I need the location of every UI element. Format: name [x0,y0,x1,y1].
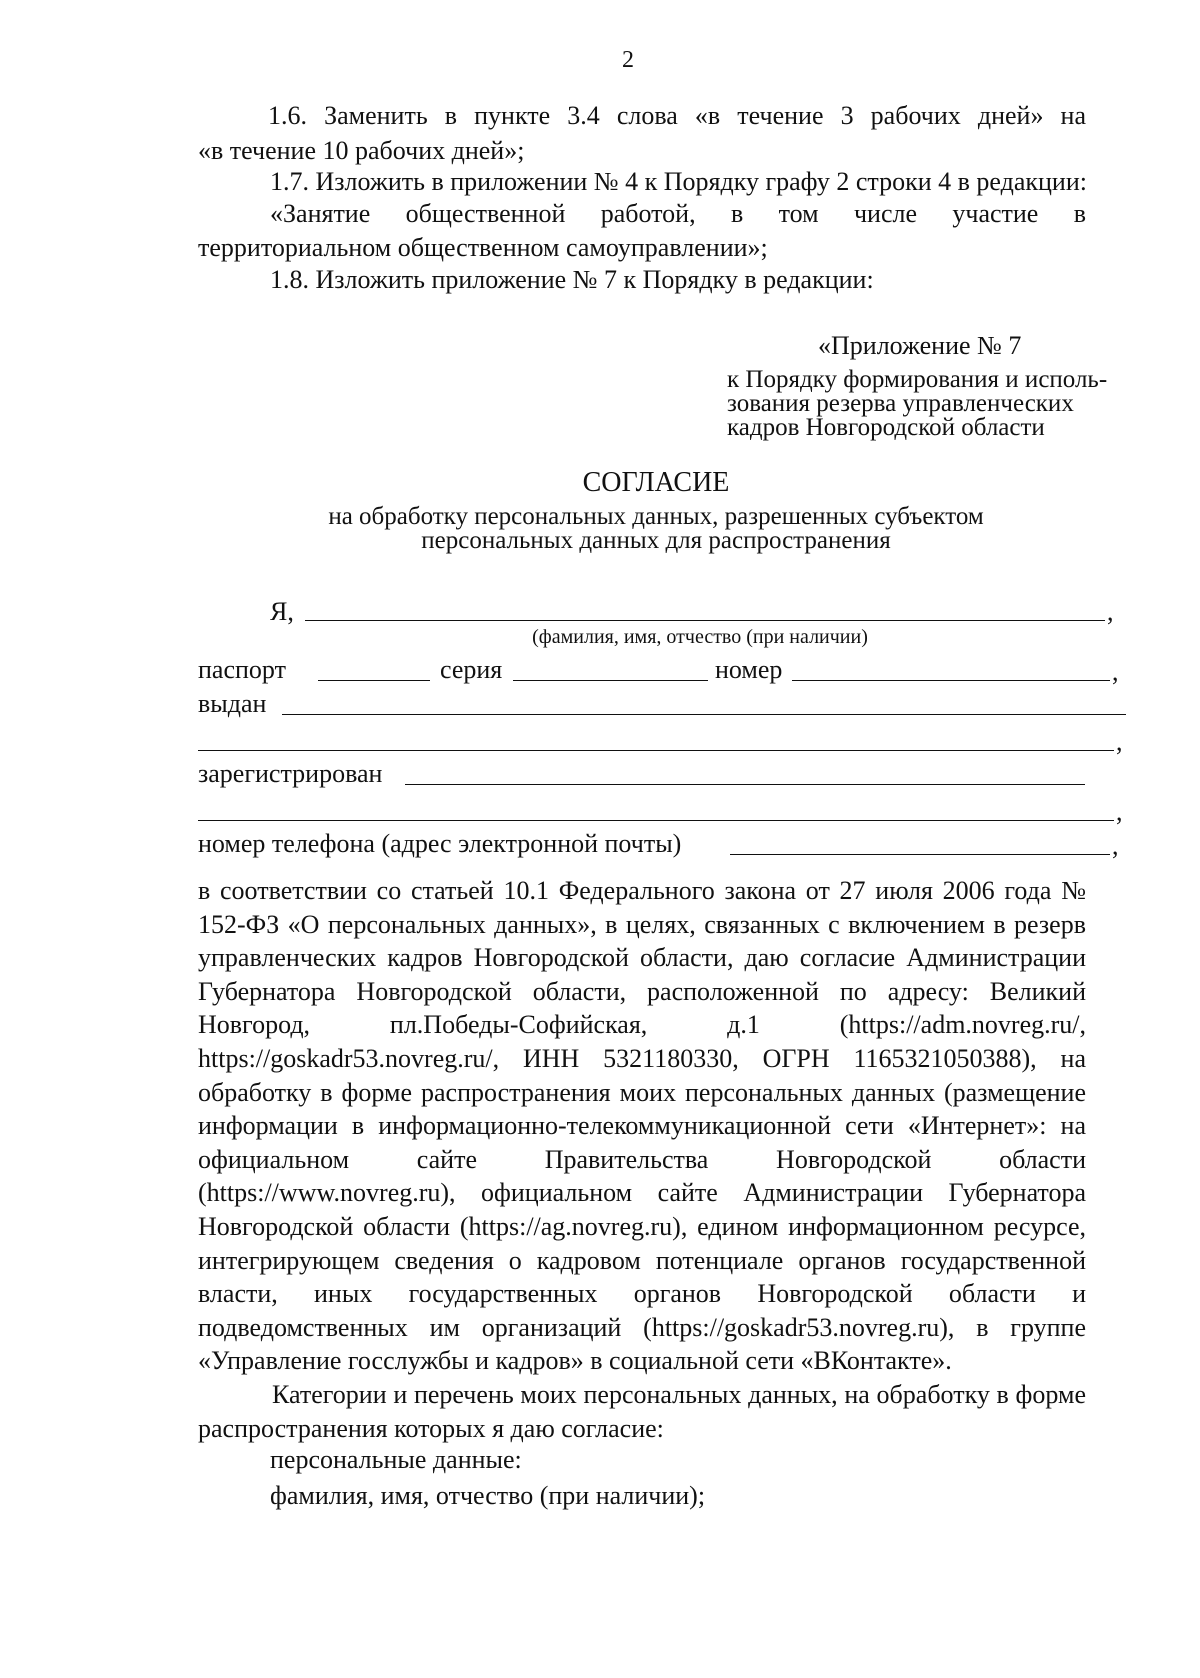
issued-field[interactable] [282,714,1126,715]
registered-field[interactable] [405,784,1085,785]
annex-line1: к Порядку формирования и исполь- [727,366,1108,393]
fullname-field[interactable] [305,620,1105,621]
annex-line3: кадров Новгородской области [727,414,1045,441]
ya-label: Я, [270,597,294,626]
amendment-1-6-line1: 1.6. Заменить в пункте 3.4 слова «в течение 3 рабочих дней» на [268,101,1086,130]
categories-paragraph: Категории и перечень моих персональных данных, на обработку в форме распространения которых я даю согласие: [198,1380,1086,1443]
consent-heading: СОГЛАСИЕ [582,467,730,498]
registered-field-line2[interactable] [198,820,1114,821]
amendment-1-6-line2: «в течение 10 рабочих дней»; [198,136,525,165]
comma-phone: , [1112,831,1119,860]
comma-fullname: , [1107,597,1114,626]
amendment-quote-line1: «Занятие общественной работой, в том числе участие в [270,199,1086,228]
consent-subtitle-line2: персональных данных для распространения [421,527,891,554]
issued-field-line2[interactable] [198,750,1114,751]
number-label: номер [715,655,783,684]
comma-number: , [1112,657,1119,686]
amendment-1-8: 1.8. Изложить приложение № 7 к Порядку в редакции: [270,265,874,294]
issued-label: выдан [198,689,267,718]
passport-field[interactable] [318,680,430,681]
series-field[interactable] [513,680,708,681]
comma-issued: , [1116,727,1123,756]
consent-subtitle-line1: на обработку персональных данных, разрешенных субъектом [328,503,984,530]
fullname-caption: (фамилия, имя, отчество (при наличии) [532,626,868,648]
amendment-quote-line2: территориальном общественном самоуправлении»; [198,233,768,262]
amendment-1-7: 1.7. Изложить в приложении № 4 к Порядку графу 2 строки 4 в редакции: [270,167,1087,196]
annex-line2: зования резерва управленческих [727,390,1074,417]
comma-registered: , [1116,797,1123,826]
passport-label: паспорт [198,655,286,684]
consent-main-paragraph: в соответствии со статьей 10.1 Федерального закона от 27 июля 2006 года № 152-ФЗ «О персональных данных», в целях, связанных с включением в резерв управленческих кадров Новгородской области, даю согласие Администрации Губернатора Новгородской области, расположенной по адресу: Великий Новгород, пл.Победы-Софийская, д.1 (https://adm.novreg.ru/, https://goskadr53.novreg.ru/, ИНН 5321180330, ОГРН 1165321050388), на обработку в форме распространения моих персональных данных (размещение информации в информационно-телекоммуникационной сети «Интернет»: на официальном сайте Правительства Новгородской области (https://www.novreg.ru), официальном сайте Администрации Губернатора Новгородской области (https://ag.novreg.ru), едином информационном ресурсе, интегрирующем сведения о кадровом потенциале органов государственной власти, иных государственных органов Новгородской области и подведомственных им организаций (https://goskadr53.novreg.ru), в группе «Управление госслужбы и кадров» в социальной сети «ВКонтакте». [198,876,1086,1376]
personal-data-label: персональные данные: [270,1445,522,1474]
personal-data-item-1: фамилия, имя, отчество (при наличии); [270,1481,706,1510]
registered-label: зарегистрирован [198,759,383,788]
number-field[interactable] [792,680,1110,681]
phone-field[interactable] [730,854,1110,855]
phone-label: номер телефона (адрес электронной почты) [198,829,682,858]
page-number: 2 [622,47,634,73]
annex-title: «Приложение № 7 [818,331,1022,360]
series-label: серия [440,655,503,684]
